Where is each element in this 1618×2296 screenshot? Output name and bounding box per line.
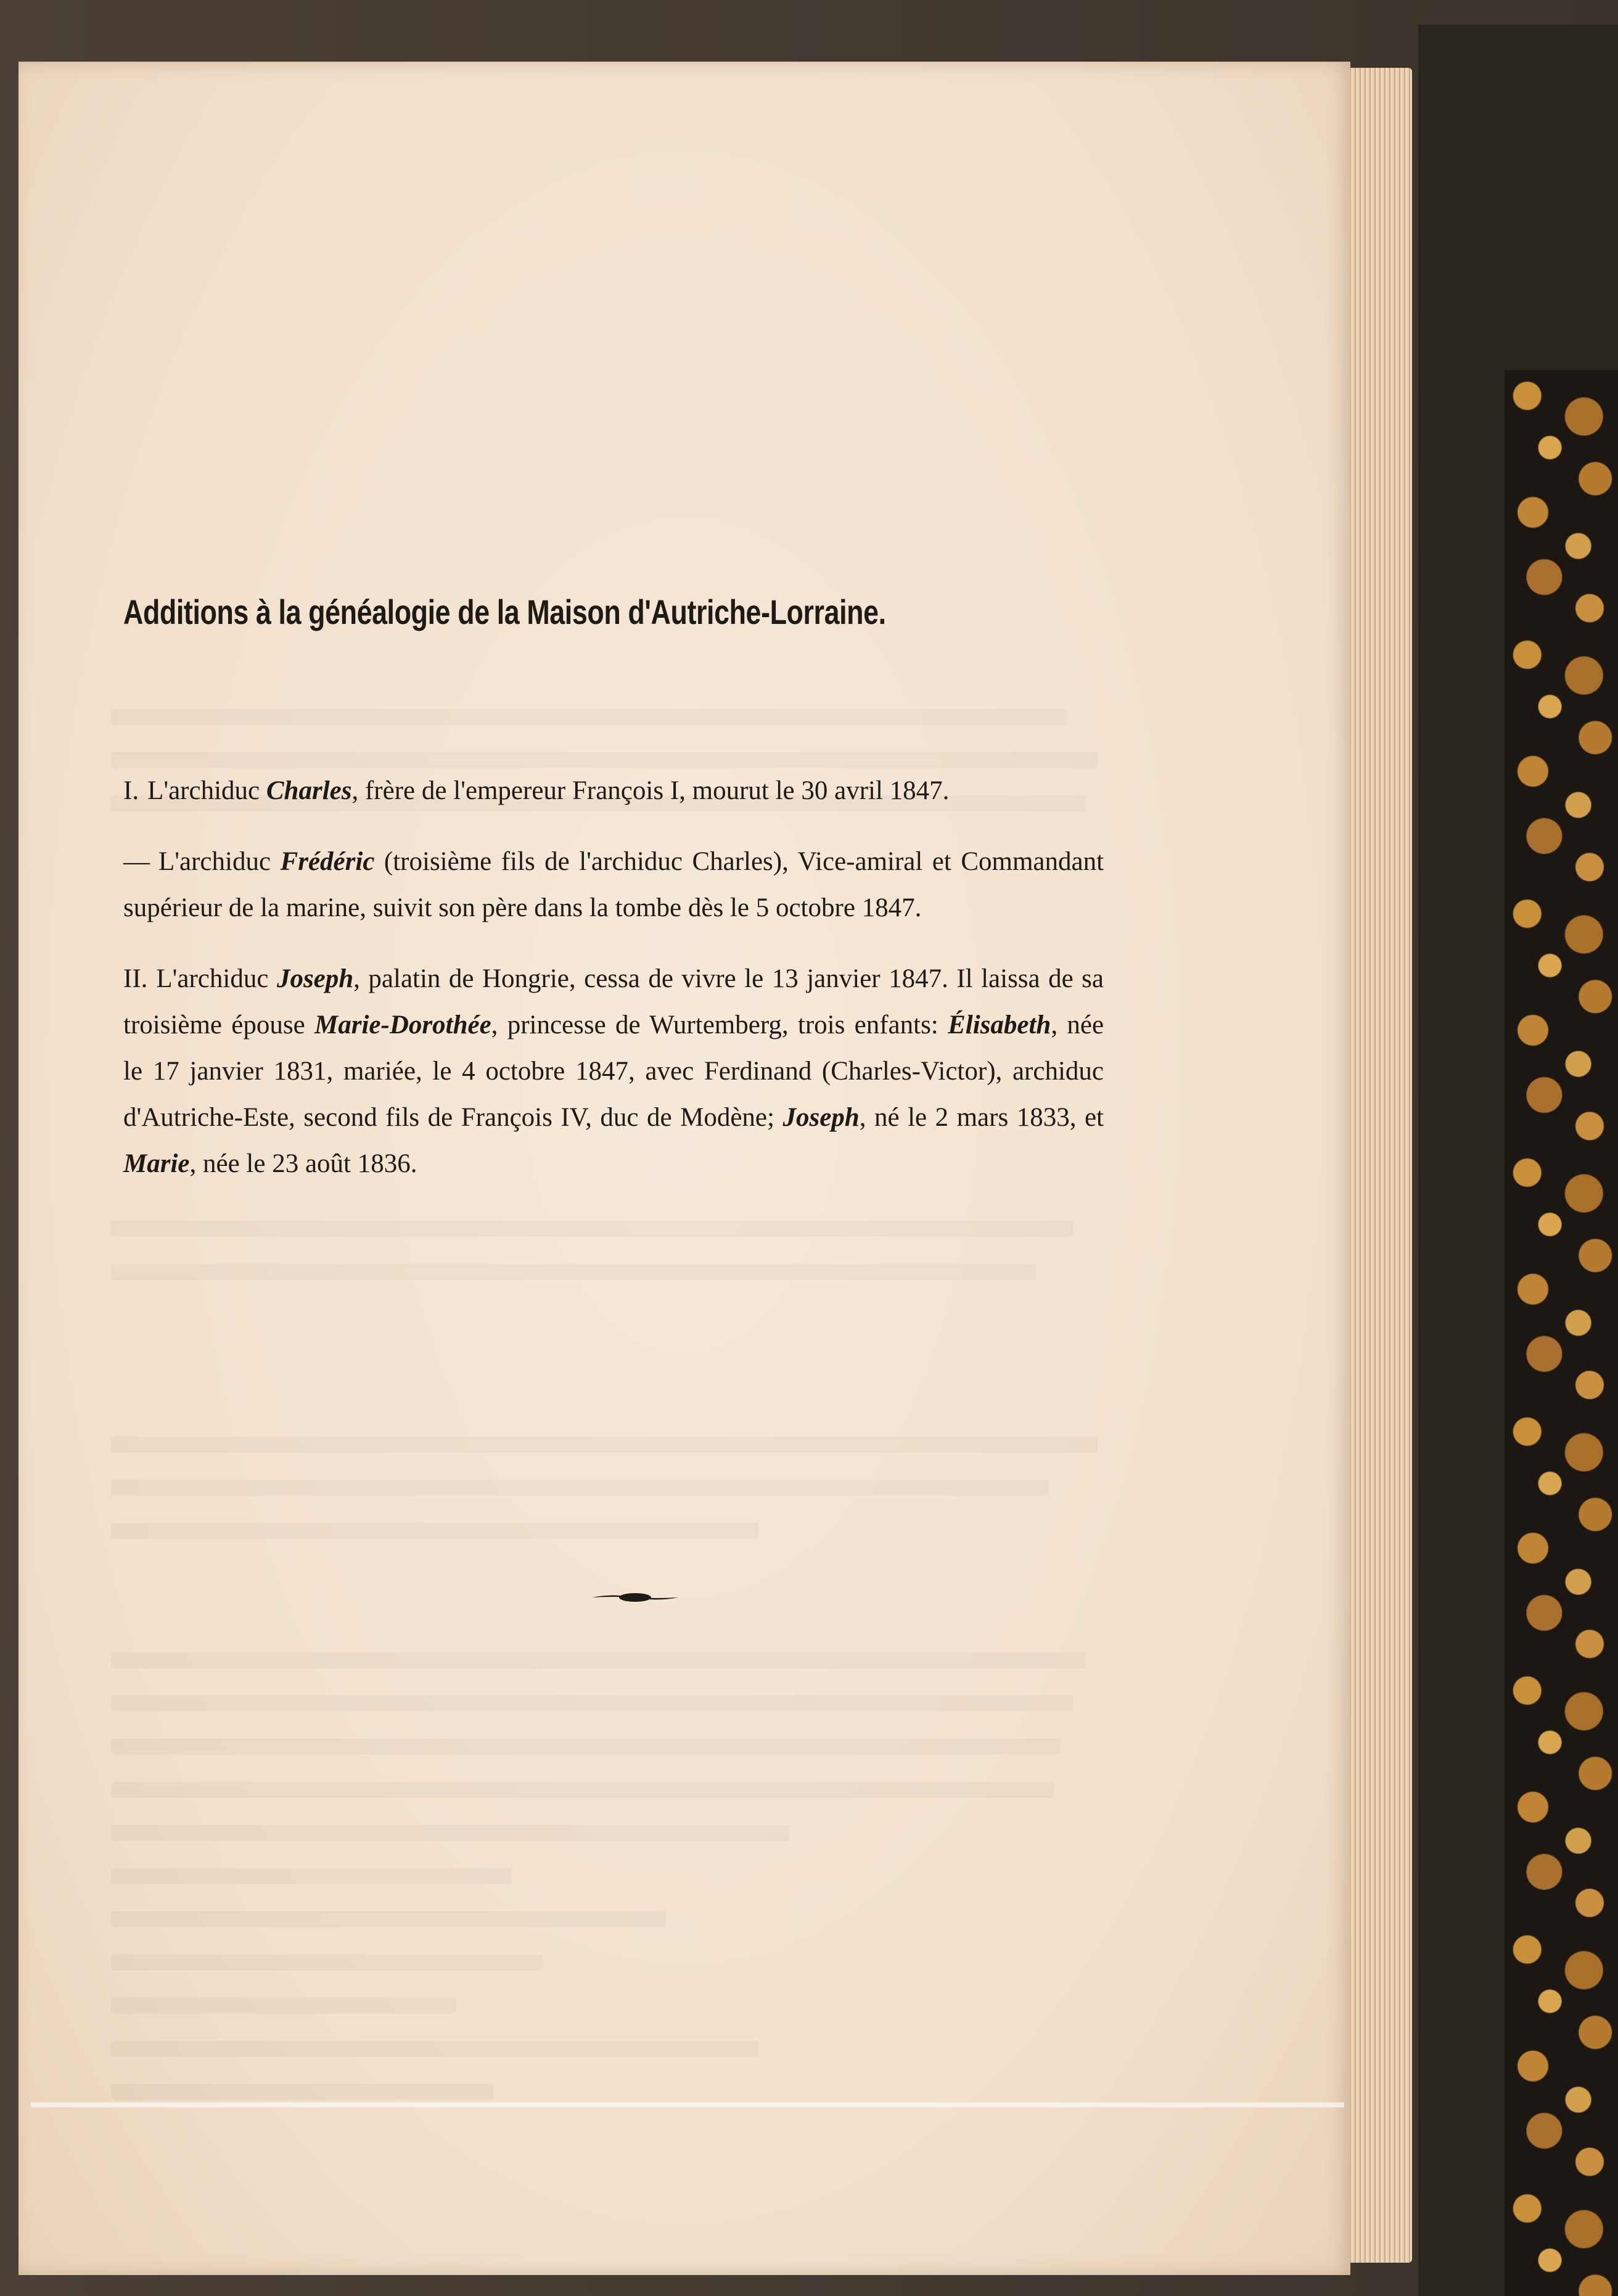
show-through-line [111,2041,758,2057]
entry-joseph [123,956,1104,1187]
show-through-line [111,1221,1073,1237]
entry-frederic [123,838,1104,931]
show-through-line [111,1954,543,1970]
person-name: Joseph [276,964,354,993]
entry-text: (troisième fils de l'archiduc Charles), Vice-amiral et Commandant supérieur de la marine, suivit son père dans la tombe dès le 5 octobre 1847. [123,847,1104,922]
show-through-line [111,1523,758,1539]
entry-text: L'archiduc [156,964,269,993]
page-heading: Additions à la généalogie de la Maison d'Autriche-Lorraine. [123,592,886,631]
show-through-line [111,1695,1073,1712]
show-through-line [111,1825,789,1841]
show-through-line [111,1868,512,1884]
show-through-line [111,1437,1098,1453]
entry-text: , palatin de Hongrie, cessa de vivre le 13 janvier 1847. Il laissa de sa troisième épouse [123,964,1104,1039]
entry-number: II. [123,964,148,993]
entry-dash: — [123,847,150,876]
ornament-divider-icon [592,1591,678,1604]
entry-text: , née le 23 août 1836. [189,1149,417,1178]
show-through-line [111,1739,1061,1755]
person-name: Élisabeth [948,1011,1051,1039]
page-fold-line [31,2102,1344,2107]
entry-text: L'archiduc [147,776,260,805]
entry-text: , née le 17 janvier 1831, mariée, le 4 octobre 1847, avec Ferdinand (Charles-Victor), archiduc d'Autriche-Este, second fils de François IV, duc de Modène; [123,1011,1104,1132]
person-name: Charles [266,776,352,805]
person-name: Joseph [782,1103,860,1132]
entry-charles [123,768,1104,814]
show-through-line [111,2084,493,2100]
entry-number: I. [123,776,139,805]
entry-text: , princesse de Wurtemberg, trois enfants: [491,1011,938,1039]
show-through-line [111,1480,1048,1496]
entry-text: L'archiduc [158,847,271,876]
entry-text: , frère de l'empereur François I, mourut le 30 avril 1847. [351,776,950,805]
page-content [123,592,1104,1212]
person-name: Frédéric [280,847,375,876]
show-through-line [111,1652,1085,1668]
marbled-cover [1505,370,1618,2296]
show-through-line [111,1911,666,1927]
book-page [18,62,1350,2275]
show-through-line [111,1782,1054,1798]
show-through-line [111,1998,456,2014]
show-through-line [111,1264,1036,1280]
person-name: Marie-Dorothée [314,1011,491,1039]
person-name: Marie [123,1149,190,1178]
entry-text: , né le 2 mars 1833, et [859,1103,1104,1132]
